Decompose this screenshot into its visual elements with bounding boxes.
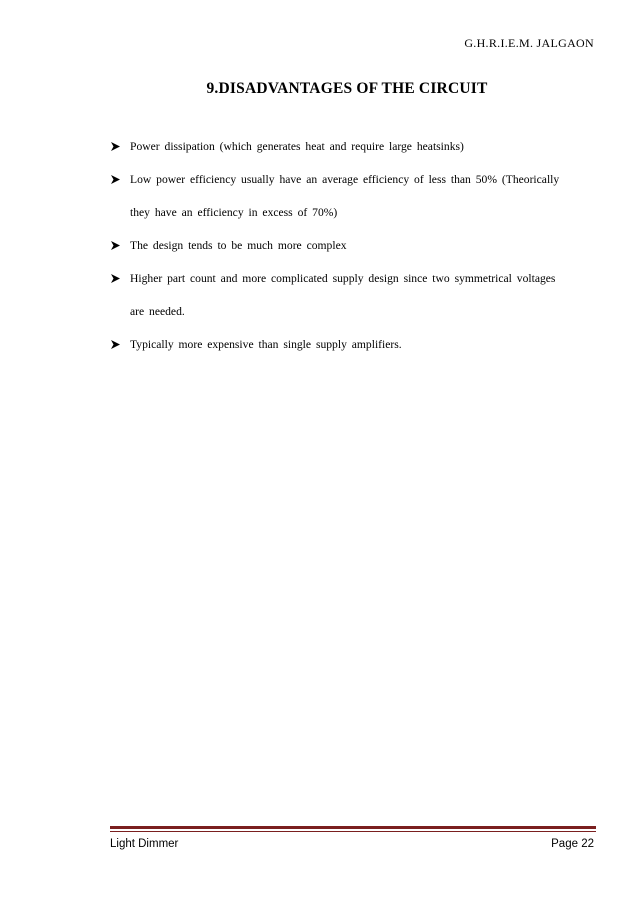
arrowhead-bullet-icon <box>110 328 121 361</box>
list-item <box>110 229 600 262</box>
arrowhead-bullet-icon <box>110 229 121 262</box>
list-item <box>110 262 600 328</box>
list-item <box>110 163 600 229</box>
list-item-text: Low power efficiency usually have an average efficiency of less than 50% (Theorically <box>130 173 560 186</box>
disadvantages-list <box>110 130 600 361</box>
list-item-text-continued: are needed. <box>130 305 185 318</box>
list-item-text: Power dissipation (which generates heat and require large heatsinks) <box>130 140 464 153</box>
footer-project-name: Light Dimmer <box>110 838 179 850</box>
arrowhead-bullet-icon <box>110 262 121 295</box>
list-item-text: The design tends to be much more complex <box>130 239 347 252</box>
section-title-text: 9.DISADVANTAGES OF THE CIRCUIT <box>206 80 488 97</box>
arrowhead-bullet-icon <box>110 130 121 163</box>
footer-rule-thin <box>110 831 596 832</box>
footer-page-number: Page 22 <box>551 838 594 850</box>
list-item <box>110 328 600 361</box>
list-item-text: Higher part count and more complicated supply design since two symmetrical voltages <box>130 272 556 285</box>
footer-rule-thick <box>110 826 596 829</box>
arrowhead-bullet-icon <box>110 163 121 196</box>
section-title <box>0 80 638 98</box>
list-item <box>110 130 600 163</box>
page-header: G.H.R.I.E.M. JALGAON <box>464 36 594 50</box>
list-item-text: Typically more expensive than single supply amplifiers. <box>130 338 402 351</box>
list-item-text-continued: they have an efficiency in excess of 70%) <box>130 206 338 219</box>
